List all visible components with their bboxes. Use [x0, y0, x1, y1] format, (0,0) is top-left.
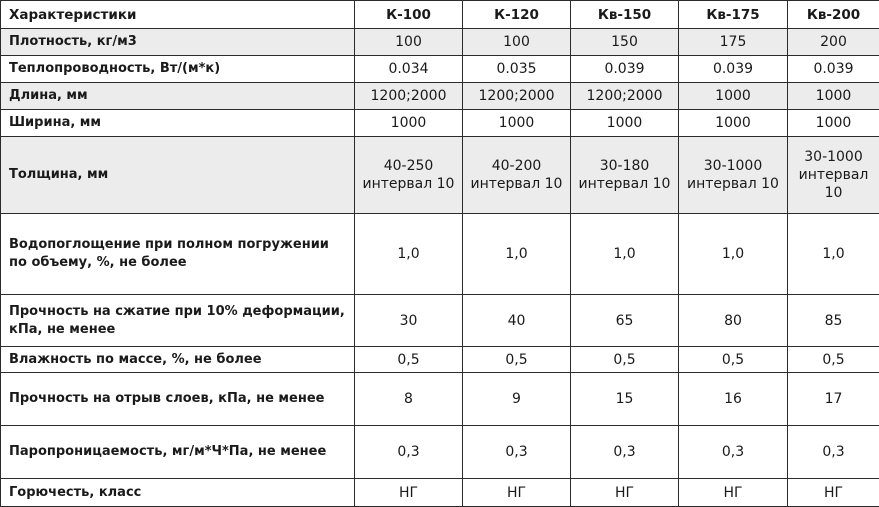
cell-value: 1200;2000 — [571, 83, 679, 110]
cell-value: 15 — [571, 373, 679, 426]
row-label: Длина, мм — [1, 83, 355, 110]
cell-value: 1,0 — [463, 214, 571, 295]
row-label-line: Водопоглощение при полном погружении — [9, 236, 348, 254]
cell-value: 0,5 — [571, 347, 679, 373]
cell-value: 0.039 — [571, 56, 679, 83]
cell-value: 1200;2000 — [463, 83, 571, 110]
row-label-line: Прочность на сжатие при 10% деформации, — [9, 303, 348, 321]
thickness-interval-value: 10 — [794, 184, 873, 202]
cell-value: 175 — [679, 29, 788, 56]
header-kv200: Кв-200 — [788, 1, 879, 29]
cell-value: 0.039 — [788, 56, 879, 83]
cell-value: 9 — [463, 373, 571, 426]
cell-value: 150 — [571, 29, 679, 56]
thickness-interval: интервал — [794, 166, 873, 184]
cell-value: 1000 — [571, 110, 679, 137]
row-label — [1, 295, 355, 347]
thickness-interval: интервал 10 — [469, 175, 564, 193]
thickness-range: 30-180 — [577, 157, 672, 175]
cell-value: 65 — [571, 295, 679, 347]
header-characteristics: Характеристики — [1, 1, 355, 29]
cell-value: НГ — [463, 479, 571, 507]
table-row-vapor-permeability — [1, 426, 879, 479]
cell-value: 1000 — [679, 83, 788, 110]
cell-value: НГ — [355, 479, 463, 507]
cell-value: 0,5 — [463, 347, 571, 373]
table-row-flammability — [1, 479, 879, 507]
cell-value — [355, 137, 463, 214]
cell-value — [679, 137, 788, 214]
cell-value: 1000 — [788, 110, 879, 137]
cell-value — [571, 137, 679, 214]
thickness-range: 40-250 — [361, 157, 456, 175]
cell-value: 200 — [788, 29, 879, 56]
row-label — [1, 214, 355, 295]
header-row — [1, 1, 879, 29]
thickness-range: 40-200 — [469, 157, 564, 175]
cell-value: 1,0 — [571, 214, 679, 295]
cell-value: 0,3 — [571, 426, 679, 479]
table-row-width — [1, 110, 879, 137]
header-k120: К-120 — [463, 1, 571, 29]
cell-value: 0,5 — [355, 347, 463, 373]
cell-value: 0.034 — [355, 56, 463, 83]
cell-value: 0.039 — [679, 56, 788, 83]
cell-value: 16 — [679, 373, 788, 426]
header-kv175: Кв-175 — [679, 1, 788, 29]
cell-value: 8 — [355, 373, 463, 426]
thickness-range: 30-1000 — [794, 148, 873, 166]
cell-value: 17 — [788, 373, 879, 426]
cell-value: НГ — [571, 479, 679, 507]
cell-value: 0,5 — [788, 347, 879, 373]
row-label: Паропроницаемость, мг/м*Ч*Па, не менее — [1, 426, 355, 479]
header-k100: К-100 — [355, 1, 463, 29]
cell-value: 1000 — [463, 110, 571, 137]
thickness-range: 30-1000 — [685, 157, 781, 175]
table-row-moisture — [1, 347, 879, 373]
cell-value: 1,0 — [679, 214, 788, 295]
table-row-length — [1, 83, 879, 110]
cell-value: 0,3 — [355, 426, 463, 479]
cell-value: 0,3 — [463, 426, 571, 479]
cell-value: 100 — [463, 29, 571, 56]
cell-value: 1200;2000 — [355, 83, 463, 110]
row-label: Плотность, кг/м3 — [1, 29, 355, 56]
row-label-line: по объему, %, не более — [9, 254, 348, 272]
row-label: Теплопроводность, Вт/(м*к) — [1, 56, 355, 83]
cell-value: 30 — [355, 295, 463, 347]
table-row-delamination-strength — [1, 373, 879, 426]
row-label: Влажность по массе, %, не более — [1, 347, 355, 373]
cell-value: 0,3 — [788, 426, 879, 479]
table-row-thermal-conductivity — [1, 56, 879, 83]
cell-value: 0,3 — [679, 426, 788, 479]
cell-value: 40 — [463, 295, 571, 347]
table-row-thickness — [1, 137, 879, 214]
cell-value: 1,0 — [788, 214, 879, 295]
header-kv150: Кв-150 — [571, 1, 679, 29]
cell-value — [788, 137, 879, 214]
cell-value: 1000 — [788, 83, 879, 110]
cell-value: 80 — [679, 295, 788, 347]
cell-value: 100 — [355, 29, 463, 56]
cell-value: 1,0 — [355, 214, 463, 295]
row-label: Толщина, мм — [1, 137, 355, 214]
cell-value: НГ — [679, 479, 788, 507]
cell-value: НГ — [788, 479, 879, 507]
row-label: Горючесть, класс — [1, 479, 355, 507]
cell-value — [463, 137, 571, 214]
table-row-water-absorption — [1, 214, 879, 295]
row-label: Ширина, мм — [1, 110, 355, 137]
thickness-interval: интервал 10 — [361, 175, 456, 193]
row-label: Прочность на отрыв слоев, кПа, не менее — [1, 373, 355, 426]
cell-value: 0,5 — [679, 347, 788, 373]
cell-value: 1000 — [679, 110, 788, 137]
cell-value: 85 — [788, 295, 879, 347]
row-label-line: кПа, не менее — [9, 321, 348, 339]
table-row-density — [1, 29, 879, 56]
cell-value: 0.035 — [463, 56, 571, 83]
cell-value: 1000 — [355, 110, 463, 137]
table-row-compressive-strength — [1, 295, 879, 347]
thickness-interval: интервал 10 — [577, 175, 672, 193]
thickness-interval: интервал 10 — [685, 175, 781, 193]
